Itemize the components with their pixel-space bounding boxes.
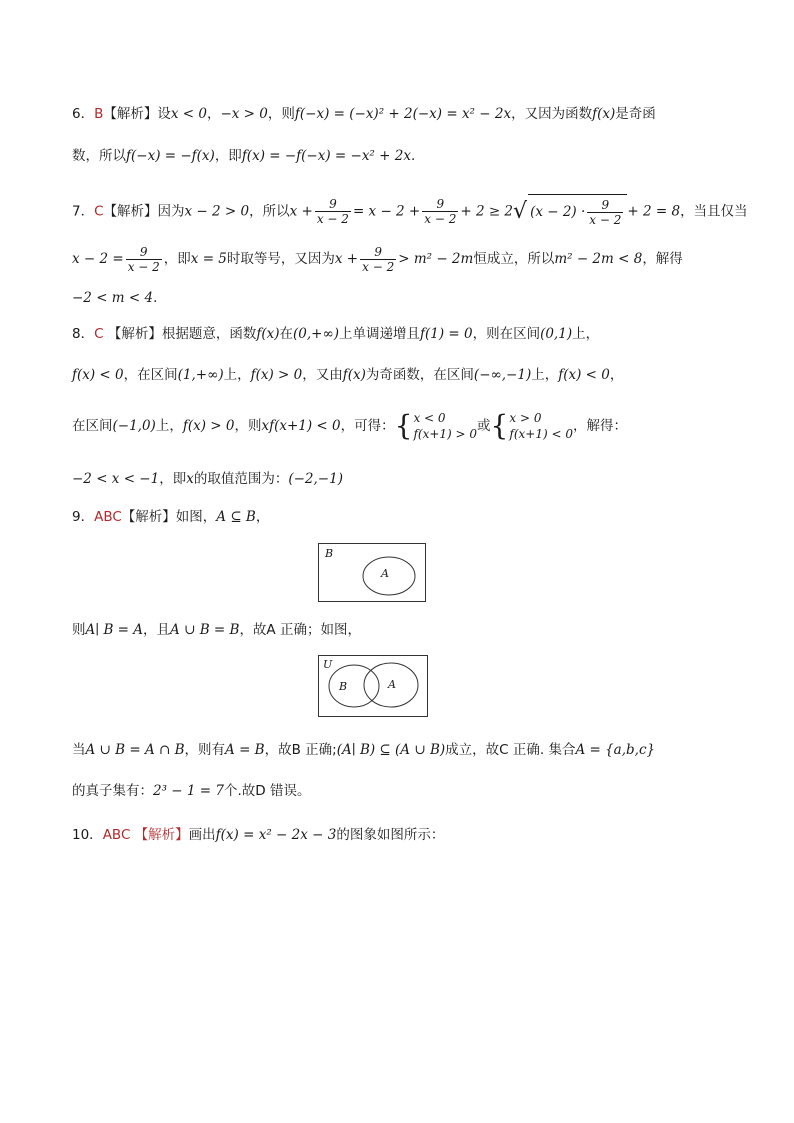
q7-sqrt [528, 194, 627, 229]
q6-math: f(−x) = −f(x) [126, 148, 215, 164]
q7-math: > m² − 2m [398, 251, 474, 267]
case-row: x < 0 [413, 411, 446, 425]
q7-fraction [126, 245, 162, 274]
q6-text: 数，所以 [72, 148, 126, 164]
venn-label-a: A [388, 678, 396, 691]
q8-math: (1,+∞) [177, 367, 224, 383]
left-brace-icon: { [394, 409, 413, 442]
q8-text: 根据题意，函数 [161, 326, 257, 342]
q8-math: xf(x+1) < 0 [261, 418, 341, 434]
q6-text: ，则 [267, 106, 295, 122]
q7-math: x − 2 > 0 [184, 203, 250, 220]
q6-math: f(x) [592, 106, 616, 122]
q8-text: 上， [223, 367, 251, 383]
q8-math: f(x) [256, 326, 280, 342]
q6-analysis-tag: 【解析】 [103, 106, 158, 122]
q7-number: 7． [72, 203, 95, 220]
q6-text: ，又因为函数 [511, 106, 593, 122]
q8-math: (−2,−1) [288, 471, 343, 487]
q9-text: ，故A 正确；如图， [239, 622, 361, 638]
q9-math: 2³ − 1 = 7 [153, 783, 224, 799]
q8-case-1 [413, 410, 477, 442]
q9-math: A∣ B = A [85, 622, 144, 638]
q8-answer: C [94, 326, 104, 342]
q8-math: f(x) < 0 [558, 367, 610, 383]
q7-math: x + [334, 251, 359, 267]
case-row: f(x+1) > 0 [413, 427, 478, 441]
q7-math: + 2 ≥ 2 [460, 203, 514, 220]
q6-text: 是奇函 [615, 106, 656, 122]
q9-math: A ∪ B = B [170, 622, 240, 638]
q6-math: f(x) = −f(−x) = −x² + 2x [241, 148, 411, 164]
q8-text: ，又由 [302, 367, 343, 383]
venn-diagram-subset [318, 543, 426, 602]
q6-math: f(−x) = (−x)² + 2(−x) = x² − 2x [294, 106, 512, 122]
q8-line-4 [72, 469, 343, 489]
q8-text: 的取值范围为： [193, 471, 289, 487]
q9-math: A = {a,b,c} [575, 742, 656, 758]
q9-math: A = B [225, 742, 265, 758]
q7-math: m² − 2m < 8 [554, 251, 643, 267]
q7-line-1 [72, 194, 748, 229]
q8-math: −2 < x < −1 [72, 471, 160, 487]
case-row: x > 0 [509, 411, 542, 425]
q8-line-2 [72, 365, 623, 385]
q8-math: f(x) > 0 [250, 367, 303, 383]
q6-text: ，即 [214, 148, 242, 164]
q7-text: 时取等号，又因为 [226, 251, 335, 267]
q6-text: ， [206, 106, 221, 122]
q7-answer: C [94, 203, 104, 220]
q8-text: ，即 [159, 471, 187, 487]
q8-text: ，则 [234, 418, 262, 434]
venn-diagram-overlap [318, 655, 428, 717]
fraction-numerator: 9 [601, 198, 610, 212]
q9-text: 的真子集有： [72, 783, 153, 799]
q6-answer: B [94, 106, 104, 122]
q6-text: . [410, 148, 416, 164]
fraction-denominator: x − 2 [127, 259, 160, 274]
q8-line-3 [72, 406, 627, 446]
q9-text: 如图， [175, 509, 217, 525]
q7-fraction [587, 198, 623, 227]
q8-text: 在 [279, 326, 293, 342]
q8-text: 上单调递增且 [338, 326, 420, 342]
q10-line-1 [72, 825, 444, 845]
fraction-denominator: x − 2 [589, 213, 622, 227]
q8-text: ，解得： [572, 418, 627, 434]
q6-text: 设 [157, 106, 171, 122]
q8-math: (−∞,−1) [473, 367, 532, 383]
q7-fraction [422, 197, 458, 226]
q6-number: 6． [72, 106, 95, 122]
fraction-numerator: 9 [139, 244, 148, 259]
venn-circles-icon [319, 656, 427, 716]
case-row: f(x+1) < 0 [509, 427, 573, 441]
q9-line-1 [72, 507, 269, 527]
q9-number: 9． [72, 509, 95, 525]
q8-math: f(x) < 0 [72, 367, 124, 383]
venn-label-a: A [381, 567, 389, 580]
q8-text: 或 [477, 418, 491, 434]
q7-text: ，即 [163, 251, 191, 267]
q7-text: ，解得 [642, 251, 683, 267]
q9-text: 个.故D 错误。 [223, 783, 311, 799]
q9-text: 则 [72, 622, 86, 638]
radical-sign-icon: √ [513, 198, 528, 224]
venn-label-b: B [339, 680, 348, 693]
fraction-denominator: x − 2 [362, 259, 395, 274]
q9-text: 当 [72, 742, 86, 758]
fraction-denominator: x − 2 [424, 212, 457, 226]
q9-text: ，则有 [184, 742, 226, 758]
q10-math: f(x) = x² − 2x − 3 [215, 827, 337, 843]
q7-math: = x − 2 + [352, 203, 421, 220]
q7-math: x = 5 [190, 251, 227, 267]
q9-math: A ∪ B = A ∩ B [85, 742, 185, 758]
left-brace-icon: { [490, 409, 509, 442]
q7-text: ，当且仅当 [680, 203, 748, 220]
q8-math: f(x) > 0 [182, 418, 235, 434]
q9-text: ， [255, 509, 270, 525]
q8-math: f(1) = 0 [419, 326, 473, 342]
q8-analysis-tag: 【解析】 [107, 326, 162, 342]
q10-answer: ABC [102, 827, 131, 843]
q7-text: ，所以 [249, 203, 290, 220]
q8-text: 上， [531, 367, 559, 383]
q7-sqrt-content: (x − 2) · [530, 204, 586, 220]
q10-number: 10． [72, 827, 103, 843]
fraction-numerator: 9 [329, 197, 337, 211]
q9-text: ，且 [143, 622, 171, 638]
q8-text: ，可得： [340, 418, 395, 434]
q9-text: ，故B 正确; [264, 742, 337, 758]
q7-text: 恒成立，所以 [473, 251, 555, 267]
q6-math: x < 0 [170, 106, 207, 122]
q9-math: A ⊆ B [216, 509, 256, 525]
q8-math: (0,+∞) [292, 326, 339, 342]
q6-math: −x > 0 [220, 106, 268, 122]
q8-text: 上， [572, 326, 600, 342]
q7-fraction [360, 245, 396, 274]
q8-text: ，在区间 [123, 367, 178, 383]
q8-number: 8． [72, 326, 95, 342]
q10-text: 的图象如图所示： [336, 827, 445, 843]
q8-text: 在区间 [72, 418, 113, 434]
q8-case-2 [509, 410, 573, 442]
q7-line-2 [72, 242, 683, 276]
q9-line-2 [72, 620, 361, 640]
q7-text: . [153, 290, 158, 306]
q7-analysis-tag: 【解析】 [103, 203, 158, 220]
venn-label-b: B [325, 547, 334, 560]
q6-line-2 [72, 146, 415, 166]
q7-text: 因为 [157, 203, 185, 220]
q9-math: (A∣ B) ⊆ (A ∪ B) [336, 742, 446, 758]
q9-analysis-tag: 【解析】 [121, 509, 176, 525]
q8-text: ，则在区间 [472, 326, 541, 342]
q7-math: + 2 = 8 [627, 203, 681, 220]
q7-math: −2 < m < 4 [72, 290, 154, 306]
fraction-denominator: x − 2 [316, 212, 349, 226]
q7-fraction [315, 197, 351, 226]
q6-line-1 [72, 104, 656, 124]
q8-math: f(x) [342, 367, 366, 383]
q9-answer: ABC [94, 509, 122, 525]
q8-text: ， [609, 367, 624, 383]
venn-circle-a-icon [319, 544, 425, 601]
q9-line-3 [72, 740, 655, 760]
fraction-numerator: 9 [436, 197, 445, 211]
q10-analysis-tag: 【解析】 [134, 827, 189, 843]
fraction-numerator: 9 [374, 244, 382, 259]
q7-math: x − 2 = [72, 251, 124, 267]
q9-text: 成立，故C 正确. 集合 [445, 742, 576, 758]
q8-math: (0,1) [540, 326, 573, 342]
q10-text: 画出 [188, 827, 216, 843]
venn-label-u: U [323, 658, 333, 671]
q8-math: (−1,0) [112, 418, 156, 434]
q8-line-1 [72, 324, 599, 344]
q8-math: x [186, 471, 194, 487]
q9-line-4 [72, 781, 310, 801]
q7-line-3 [72, 288, 157, 308]
q7-math: x + [289, 203, 313, 220]
q8-text: 为奇函数，在区间 [365, 367, 474, 383]
q8-text: 上， [155, 418, 183, 434]
